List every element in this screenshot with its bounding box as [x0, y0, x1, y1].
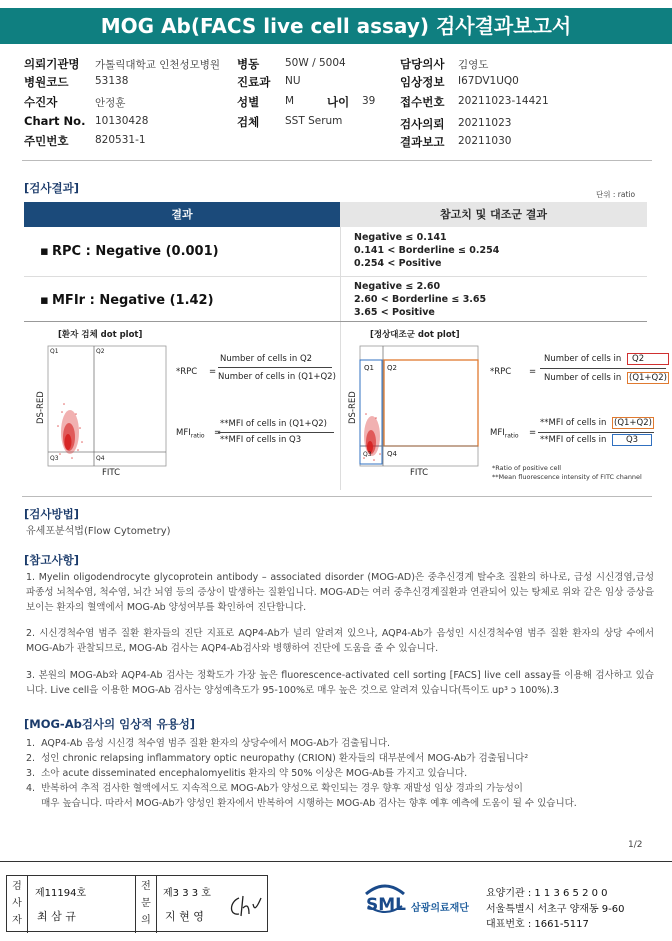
utility-item: 4. 반복하여 추적 검사한 혈액에서도 지속적으로 MOG-Ab가 양성으로 확인되는 경우 향후 재발성 임상 경과의 가능성이	[26, 783, 523, 794]
control-mfi-numerator: **MFI of cells in	[540, 418, 607, 428]
specialist-label-char: 전	[141, 881, 151, 892]
rpc-denominator: Number of cells in (Q1+Q2)	[218, 372, 336, 382]
control-mfi-fraction-bar	[538, 432, 654, 433]
chart-label: Chart No.	[24, 114, 86, 128]
chart-value: 10130428	[95, 115, 149, 127]
utility-list	[26, 736, 656, 811]
mfi-formula-label	[176, 428, 205, 440]
specialist-label-char: 문	[141, 898, 151, 909]
resident-value: 820531-1	[95, 134, 146, 146]
control-x-axis-label: FITC	[410, 468, 429, 478]
note-paragraph-3: 3. 본원의 MOG-Ab와 AQP4-Ab 검사는 정확도가 가장 높은 fluorescence-activated cell sorting [FACS] live cell assay를 이용해 검사하고 있습니다. Live cell을 이용한 MOG-Ab 검사는 양성예측도가 95-100%로 매우 높은 것으로 알려져 있습니다(특이도 up³ ɔ 100%).3	[26, 670, 654, 696]
inspector-label-char: 자	[12, 915, 22, 926]
clinical-info-label: 임상정보	[400, 75, 445, 89]
resident-label: 주민번호	[24, 134, 69, 148]
note-paragraph-2: 2. 시신경척수염 범주 질환 환자들의 진단 지표로 AQP4-Ab가 널리 알려져 있으나, AQP4-Ab가 음성인 시신경척수염 범주 질환 환자의 상당 수에서 MOG-Ab가 관찰되므로, MOG-Ab 검사는 AQP4-Ab검사와 병행하여 진단에 도움을 줄 수 있습니다.	[26, 628, 654, 654]
control-y-axis-label: DS-RED	[348, 391, 358, 424]
results-table-body	[24, 227, 647, 322]
report-date-value: 20211030	[458, 135, 512, 147]
institution-value: 가톨릭대학교 인천성모병원	[95, 59, 221, 71]
receipt-value: 20211023-14421	[458, 95, 549, 107]
specialist-license: 제3 3 3 호	[163, 888, 211, 899]
inspector-label	[7, 876, 28, 933]
utility-item: 2. 성인 chronic relapsing inflammatory optic neuropathy (CRION) 환자들의 대부분에서 MOG-Ab가 검출됩니다²	[26, 753, 529, 764]
request-value: 20211023	[458, 117, 512, 129]
plot-note-mfi: **Mean fluorescence intensity of FITC channel	[492, 473, 642, 481]
inspector-license: 제11194호	[35, 888, 87, 899]
inspector-label-char: 검	[12, 881, 22, 892]
receipt-label: 접수번호	[400, 95, 445, 109]
specialist-label	[135, 876, 157, 933]
patient-x-axis-label: FITC	[102, 468, 121, 478]
control-rpc-fraction-bar	[540, 368, 666, 369]
age-value: 39	[362, 95, 376, 107]
mfir-result: MFIr : Negative (1.42)	[52, 293, 214, 308]
patient-name-label: 수진자	[24, 95, 58, 109]
rpc-bullet: ▪	[40, 244, 49, 259]
specimen-label: 검체	[237, 115, 260, 129]
mfir-ref-line: 2.60 < Borderline ≤ 3.65	[354, 294, 487, 305]
sex-value: M	[285, 95, 295, 107]
control-rpc-q1q2-box: (Q1+Q2)	[629, 373, 667, 383]
result-column-header: 결과	[24, 202, 340, 227]
control-q2-label: Q2	[387, 364, 397, 372]
doctor-value: 김영도	[458, 59, 489, 71]
note-paragraph-1: 1. Myelin oligodendrocyte glycoprotein antibody – associated disorder (MOG-AD)은 중추신경계 탈수초 질환의 하나로, 급성 시신경염,급성파종성 뇌척수염, 척수염, 뇌간 뇌염 등의 증상이 발생하는 질환입니다. MOG-AD는 여러 중추신경계질환과 연관되어 있는 탕체로 위와 같은 임상 증상을 보이는 환자의 혈액에서 MOG-Ab 양성여부를 확인하여 진단합니다.	[26, 572, 654, 613]
mfi-equals: =	[214, 428, 222, 438]
control-rpc-denominator: Number of cells in	[544, 373, 622, 383]
notes-section-title: [참고사항]	[24, 553, 79, 567]
dept-label: 진료과	[237, 75, 271, 89]
patient-q3-label: Q3	[50, 455, 59, 462]
signature-box	[6, 875, 268, 932]
utility-section-title: [MOG-Ab검사의 임상적 유용성]	[24, 717, 196, 731]
patient-plot-title: [환자 검체 dot plot]	[58, 330, 143, 340]
control-mfi-q1q2-box: (Q1+Q2)	[614, 418, 652, 428]
inspector-name: 최 삼 규	[37, 910, 76, 923]
clinical-info-value: I67DV1UQ0	[458, 75, 519, 87]
mfir-reference	[354, 280, 486, 319]
institution-label: 의뢰기관명	[24, 57, 80, 71]
sex-label: 성별	[237, 95, 260, 109]
results-section-title: [검사결과]	[24, 181, 79, 195]
control-q4-label: Q4	[387, 450, 397, 458]
mfi-ratio-subscript: ratio	[190, 432, 205, 440]
mfi-fraction-bar	[218, 432, 334, 433]
ward-value: 50W / 5004	[285, 57, 346, 69]
patient-q4-label: Q4	[96, 455, 105, 462]
report-date-label: 결과보고	[400, 135, 445, 149]
report-title: MOG Ab(FACS live cell assay) 검사결과보고서	[0, 8, 672, 44]
mfi-label-text: MFI	[176, 428, 191, 438]
patient-info	[0, 0, 672, 150]
rpc-equals: =	[209, 367, 217, 377]
control-mfi-label	[490, 428, 519, 440]
mfir-ref-line: 3.65 < Positive	[354, 307, 435, 318]
specimen-value: SST Serum	[285, 115, 343, 127]
age-label: 나이	[327, 95, 350, 109]
patient-q1-label: Q1	[50, 348, 59, 355]
plot-note-ratio: *Ratio of positive cell	[492, 464, 562, 472]
dept-value: NU	[285, 75, 301, 87]
control-rpc-numerator: Number of cells in	[544, 354, 622, 364]
utility-item: 1. AQP4-Ab 음성 시신경 척수염 범주 질환 환자의 상당수에서 MOG-Ab가 검출됩니다.	[26, 738, 391, 749]
control-mfi-equals: =	[529, 428, 537, 438]
patient-name-value: 안정훈	[95, 97, 126, 109]
rpc-result: RPC : Negative (0.001)	[52, 244, 219, 259]
specialist-name: 지 현 영	[165, 910, 204, 923]
rpc-reference	[354, 231, 499, 270]
page-number: 1/2	[628, 840, 643, 850]
utility-item: 3. 소아 acute disseminated encephalomyelitis 환자의 약 50% 이상은 MOG-Ab를 가지고 있습니다.	[26, 768, 468, 779]
footer-divider	[0, 861, 672, 862]
patient-y-axis-label: DS-RED	[36, 391, 46, 424]
utility-item: 매우 높습니다. 따라서 MOG-Ab가 양성인 환자에서 반복하여 시행하는 MOG-Ab 검사는 향후 예후 예측에 도움이 될 수 있습니다.	[26, 798, 577, 809]
control-mfi-q3-box: Q3	[612, 434, 652, 446]
inspector-label-char: 사	[12, 898, 22, 909]
rpc-ref-line: 0.254 < Positive	[354, 258, 442, 269]
doctor-label: 담당의사	[400, 57, 445, 71]
rpc-ref-line: Negative ≤ 0.141	[354, 232, 447, 243]
method-section-title: [검사방법]	[24, 507, 79, 521]
control-mfi-ratio-subscript: ratio	[504, 432, 519, 440]
request-label: 검사의뢰	[400, 117, 445, 131]
phone: 대표번호 : 1661-5117	[486, 919, 589, 930]
patient-q2-label: Q2	[96, 348, 105, 355]
hospital-code-value: 53138	[95, 75, 129, 87]
rpc-fraction-bar	[218, 367, 332, 368]
control-rpc-equals: =	[529, 367, 537, 377]
method-text: 유세포분석법(Flow Cytometry)	[26, 526, 171, 537]
hospital-code-label: 병원코드	[24, 75, 69, 89]
control-dot-plot	[346, 342, 482, 490]
control-plot-title: [정상대조군 dot plot]	[370, 330, 460, 340]
mfir-ref-line: Negative ≤ 2.60	[354, 281, 441, 292]
mfi-denominator: **MFI of cells in Q3	[220, 435, 302, 445]
dot-plot-panel	[24, 322, 667, 490]
unit-label: 단위 : ratio	[596, 190, 636, 199]
patient-dot-plot	[34, 342, 170, 490]
divider	[22, 496, 652, 497]
control-rpc-q2-box: Q2	[627, 353, 669, 365]
specialist-label-char: 의	[141, 915, 151, 926]
reference-column-header: 참고치 및 대조군 결과	[340, 202, 647, 227]
signature-icon	[227, 892, 263, 920]
rpc-formula-label: *RPC	[176, 367, 198, 377]
mfi-numerator: **MFI of cells in (Q1+Q2)	[220, 419, 327, 429]
rpc-numerator: Number of cells in Q2	[220, 354, 313, 364]
care-code: 요양기관 : 1 1 3 6 5 2 0 0	[486, 888, 608, 899]
divider	[22, 160, 652, 161]
control-mfi-denominator: **MFI of cells in	[540, 435, 607, 445]
control-q3-label: Q3	[363, 451, 372, 458]
mfir-bullet: ▪	[40, 293, 49, 308]
control-rpc-label: *RPC	[490, 367, 512, 377]
control-mfi-label-text: MFI	[490, 428, 505, 438]
org-name: 삼광의료재단	[411, 903, 469, 914]
ward-label: 병동	[237, 57, 260, 71]
control-q1-label: Q1	[364, 364, 374, 372]
address: 서울특별시 서초구 양재동 9-60	[486, 904, 625, 915]
sml-logo-text: SML	[366, 895, 406, 915]
rpc-ref-line: 0.141 < Borderline ≤ 0.254	[354, 245, 500, 256]
